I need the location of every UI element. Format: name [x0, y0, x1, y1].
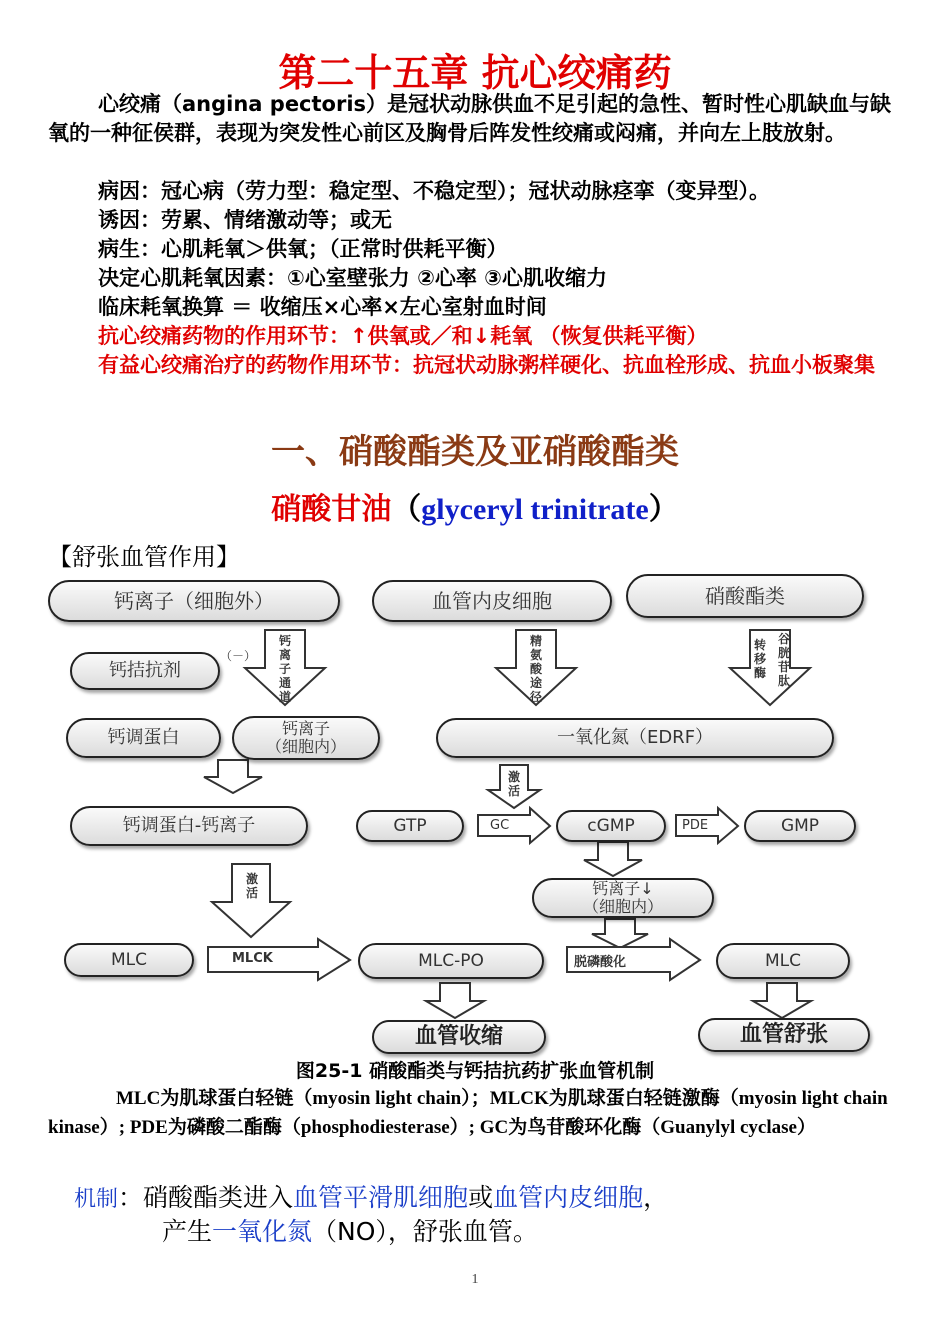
beneficial-action-line: 有益心绞痛治疗的药物作用环节：抗冠状动脉粥样硬化、抗血栓形成、抗血小板聚集: [98, 353, 875, 377]
drug-name-cn: 硝酸甘油: [271, 492, 392, 527]
cgmp-arrow: [584, 842, 642, 876]
transferase-arrow: [730, 630, 810, 705]
ca-down-arrow: [592, 919, 648, 948]
ca-channel-label: 钙离子通道: [278, 634, 291, 704]
section-heading: 一、硝酸酯类及亚硝酸酯类: [271, 432, 679, 472]
abbreviation-note: MLC为肌球蛋白轻链（myosin light chain）；MLCK为肌球蛋白轻链激酶（myosin light chain kinase）; PDE为磷酸二酯酶（phosphodiesterase）; GC为鸟苷酸环化酶（Guanylyl cyclase）: [48, 1088, 888, 1138]
drug-paren-left: （: [391, 492, 422, 527]
mlck-label: MLCK: [232, 951, 273, 966]
gc-label: GC: [490, 818, 510, 833]
ca-outside-node: 钙离子（细胞外）: [48, 580, 340, 622]
chapter-title: 第二十五章 抗心绞痛药: [278, 51, 672, 95]
mechanism-line-2: [162, 1214, 538, 1250]
etiology-line: 病因：冠心病（劳力型：稳定型、不稳定型）；冠状动脉痉挛（变异型）。: [98, 179, 770, 203]
mechanism-text-1: 硝酸酯类进入: [143, 1183, 294, 1212]
ca-inside-line2: （细胞内）: [265, 737, 346, 756]
gtp-node: GTP: [356, 810, 464, 842]
oxygen-formula-line: 临床耗氧换算 ＝ 收缩压×心率×左心室射血时间: [98, 295, 547, 319]
mlck-arrow: [208, 939, 350, 980]
drug-paren-right: ）: [648, 492, 679, 527]
pde-label: PDE: [682, 818, 709, 833]
activate-label: 激活: [507, 770, 520, 798]
mechanism-colon: ：: [118, 1183, 144, 1212]
vasodilation-node: 血管舒张: [698, 1018, 870, 1052]
ca-down-line2: （细胞内）: [582, 897, 663, 916]
inhibit-mark: （－）: [219, 649, 256, 663]
arginine-label: 精氨酸途径: [529, 634, 542, 704]
intro-paragraph: 心绞痛（angina pectoris）是冠状动脉供血不足引起的急性、暂时性心肌缺血与缺氧的一种征侯群，表现为突发性心前区及胸骨后阵发性绞痛或闷痛，并向左上肢放射。: [48, 92, 892, 145]
calmodulin-ca-node: 钙调蛋白-钙离子: [70, 806, 308, 846]
mechanism-no: 一氧化氮: [212, 1217, 313, 1246]
cgmp-node: cGMP: [556, 810, 666, 842]
endothelium-node: 血管内皮细胞: [372, 580, 612, 622]
vasodilation-heading: 【舒张血管作用】: [48, 543, 240, 571]
mechanism-text-2: 产生: [162, 1217, 213, 1246]
ca-inside-line1: 钙离子: [281, 719, 330, 738]
trigger-line: 诱因：劳累、情绪激动等；或无: [98, 208, 392, 232]
mlc-arrow: [753, 983, 811, 1018]
mlc-po-node: MLC-PO: [358, 943, 544, 979]
mechanism-label: 机制: [74, 1187, 119, 1212]
mechanism-comma: ，: [643, 1183, 669, 1212]
pathophysiology-line: 病生：心肌耗氧＞供氧；（正常时供耗平衡）: [98, 237, 508, 261]
ca-inside-node: [232, 716, 380, 760]
glutathione-label: 谷胱苷肽: [777, 632, 790, 688]
mechanism-or: 或: [468, 1183, 494, 1212]
mlc-right-node: MLC: [716, 943, 850, 979]
dephos-label: 脱磷酸化: [574, 955, 627, 970]
calmodulin-node: 钙调蛋白: [66, 718, 221, 758]
mechanism-line-1: [74, 1180, 668, 1218]
transferase-label: 转移酶: [753, 638, 766, 680]
mlc-node: MLC: [64, 943, 194, 977]
figure-caption: 图25-1 硝酸酯类与钙拮抗药扩张血管机制: [295, 1060, 655, 1082]
ca-down-node: [532, 878, 714, 918]
oxygen-factors-line: 决定心肌耗氧因素：①心室壁张力 ②心率 ③心肌收缩力: [98, 266, 607, 290]
mechanism-text-3: （NO），舒张血管。: [312, 1217, 538, 1246]
mlcpo-arrow: [426, 983, 484, 1018]
page-number: 1: [471, 1272, 479, 1287]
drug-action-line: 抗心绞痛药物的作用环节：↑供氧或／和↓耗氧 （恢复供耗平衡）: [98, 324, 708, 348]
gc-arrow: [478, 808, 550, 843]
ca-down-line1: 钙离子↓: [592, 879, 654, 898]
mechanism-endothelium: 血管内皮细胞: [493, 1183, 644, 1212]
mechanism-smooth-muscle: 血管平滑肌细胞: [293, 1183, 469, 1212]
calmodulin-arrow: [204, 760, 262, 793]
drug-name-en: glyceryl trinitrate: [421, 493, 649, 526]
ca-blocker-node: 钙拮抗剂: [70, 652, 220, 690]
nitrates-node: 硝酸酯类: [626, 574, 864, 618]
activate-label-2: 激活: [245, 872, 258, 900]
gmp-node: GMP: [744, 810, 856, 842]
vasoconstriction-node: 血管收缩: [372, 1020, 546, 1054]
no-node: 一氧化氮（EDRF）: [436, 718, 834, 758]
